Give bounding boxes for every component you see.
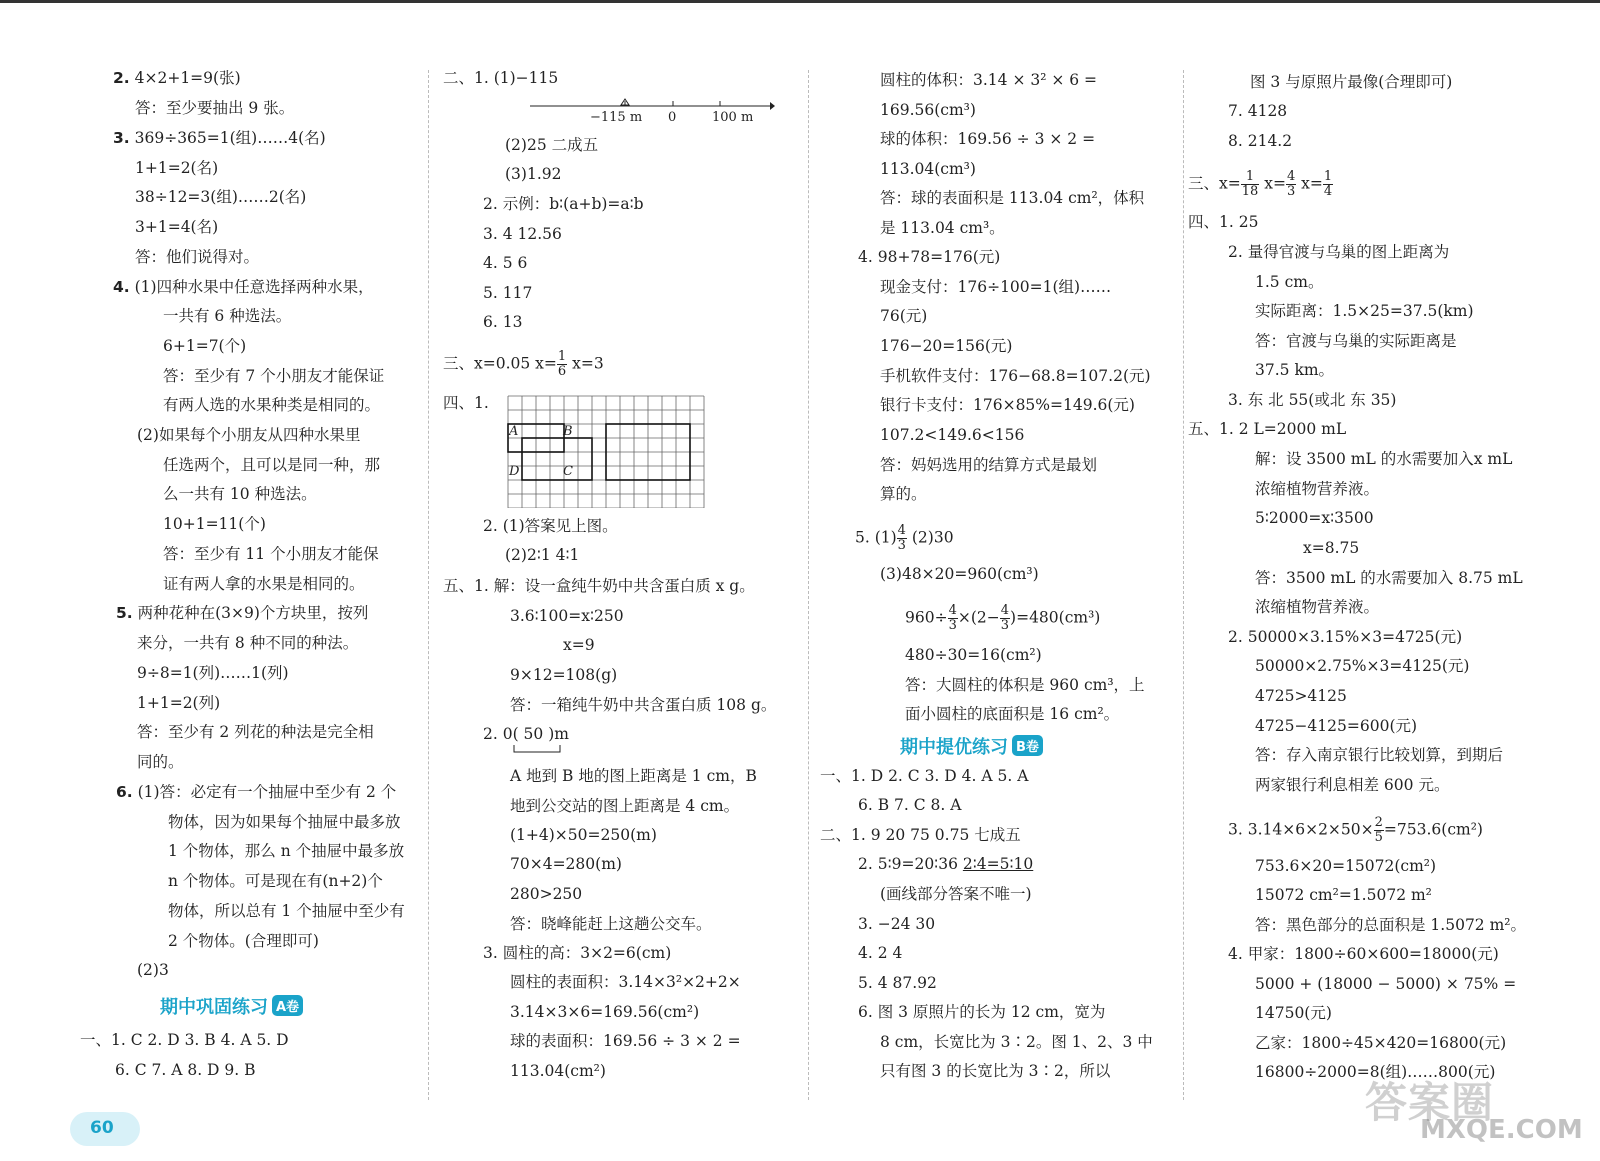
watermark-url: MXQE.COM bbox=[1420, 1115, 1583, 1145]
fraction bbox=[1323, 170, 1333, 199]
section-title-midterm-a bbox=[160, 993, 303, 1019]
answer-line: 3. 东 北 55(或北 东 35) bbox=[1228, 391, 1397, 409]
answer-text: ×(2− bbox=[957, 608, 1000, 627]
answer-text: x= bbox=[1259, 174, 1286, 193]
column-divider bbox=[428, 70, 429, 1100]
answer-text: (2)如果每个小朋友从四种水果里 bbox=[137, 426, 361, 444]
denominator: 3 bbox=[948, 618, 957, 633]
answer-text: 答：他们说得对。 bbox=[135, 248, 260, 266]
question-number: 6. bbox=[116, 783, 133, 801]
answer-line: 二、1. (1)−115 bbox=[443, 69, 559, 87]
answer-line: 480÷30=16(cm²) bbox=[905, 646, 1042, 664]
answer-text: 答：至少有 7 个小朋友才能保证 bbox=[163, 367, 385, 385]
answer-line: 现金支付：176÷100=1(组)…… bbox=[880, 278, 1112, 296]
numerator: 4 bbox=[1286, 169, 1296, 184]
answer-line-fraction bbox=[905, 604, 1100, 633]
answer-line: 是 113.04 cm³。 bbox=[880, 219, 1005, 237]
answer-line bbox=[163, 574, 365, 594]
answer-line bbox=[163, 336, 246, 356]
fraction bbox=[557, 350, 567, 379]
answer-line bbox=[168, 931, 319, 951]
answer-line: 2. (1)答案见上图。 bbox=[483, 517, 618, 535]
answer-line: (2)2∶1 4∶1 bbox=[505, 546, 580, 564]
mc-answers-row-1: 一、1. D 2. C 3. D 4. A 5. A bbox=[820, 767, 1029, 785]
answer-text: 有两人选的水果种类是相同的。 bbox=[163, 396, 381, 414]
answer-line: 答：一箱纯牛奶中共含蛋白质 108 g。 bbox=[510, 696, 777, 714]
grid-figure bbox=[507, 395, 705, 508]
mc-answers-row-2: 6. C 7. A 8. D 9. B bbox=[115, 1061, 256, 1079]
answer-line: 浓缩植物营养液。 bbox=[1255, 598, 1380, 616]
answer-line: 乙家：1800÷45×420=16800(元) bbox=[1255, 1034, 1507, 1052]
answer-line bbox=[135, 158, 218, 178]
answer-line: 753.6×20=15072(cm²) bbox=[1255, 857, 1437, 875]
answer-line: 答：妈妈选用的结算方式是最划 bbox=[880, 456, 1098, 474]
answer-line: 地到公交站的图上距离是 4 cm。 bbox=[510, 797, 740, 815]
scale-bar bbox=[513, 744, 563, 754]
answer-line bbox=[163, 366, 384, 386]
answer-line: 答：大圆柱的体积是 960 cm³，上 bbox=[905, 676, 1145, 694]
answer-line bbox=[168, 841, 404, 861]
answer-line: 37.5 km。 bbox=[1255, 361, 1335, 379]
answer-line: 3.14×3×6=169.56(cm²) bbox=[510, 1003, 700, 1021]
answer-line: 只有图 3 的长宽比为 3∶2，所以 bbox=[880, 1062, 1111, 1080]
answer-text: 同的。 bbox=[137, 753, 184, 771]
top-border bbox=[0, 0, 1600, 3]
answer-line bbox=[137, 633, 358, 653]
underlined-answer: 2∶4=5∶10 bbox=[962, 855, 1034, 873]
answer-line: 两家银行利息相差 600 元。 bbox=[1255, 776, 1450, 794]
answer-line: 113.04(cm²) bbox=[510, 1062, 606, 1080]
axis-label: 100 m bbox=[712, 110, 754, 125]
answer-line bbox=[168, 812, 401, 832]
answer-line bbox=[116, 603, 368, 623]
numerator: 1 bbox=[1323, 169, 1333, 184]
answer-line: 5. 117 bbox=[483, 284, 533, 302]
answer-line: 50000×2.75%×3=4125(元) bbox=[1255, 657, 1470, 675]
answer-line: 4725−4125=600(元) bbox=[1255, 717, 1418, 735]
answer-line: 3. 4 12.56 bbox=[483, 225, 562, 243]
grid-point-label: C bbox=[563, 464, 573, 479]
answer-text: 来分，一共有 8 种不同的种法。 bbox=[137, 634, 359, 652]
answer-line: 5∶2000=x∶3500 bbox=[1255, 509, 1374, 527]
answer-line bbox=[135, 98, 294, 118]
answer-text: (1)答：必定有一个抽屉中至少有 2 个 bbox=[137, 783, 397, 801]
axis-label: 0 bbox=[668, 110, 677, 125]
answer-text: 2. 5∶9=20∶36 bbox=[858, 855, 963, 873]
answer-line: 14750(元) bbox=[1255, 1004, 1332, 1022]
answer-text: 两种花种在(3×9)个方块里，按列 bbox=[137, 604, 369, 622]
fraction bbox=[897, 524, 907, 553]
answer-line: 6. 图 3 原照片的长为 12 cm，宽为 bbox=[858, 1003, 1106, 1021]
answer-line: 16800÷2000=8(组)……800(元) bbox=[1255, 1063, 1496, 1081]
answer-line bbox=[116, 782, 396, 802]
answer-line: 70×4=280(m) bbox=[510, 855, 622, 873]
answer-line-fraction bbox=[1188, 170, 1333, 199]
answer-line bbox=[135, 187, 306, 207]
numerator: 2 bbox=[1374, 815, 1383, 830]
denominator: 4 bbox=[1323, 184, 1333, 199]
answer-line: 球的体积：169.56 ÷ 3 × 2 = bbox=[880, 130, 1096, 148]
answer-line: 4. 98+78=176(元) bbox=[858, 248, 1001, 266]
answer-line: 答：存入南京银行比较划算，到期后 bbox=[1255, 746, 1504, 764]
answer-line: x=8.75 bbox=[1303, 539, 1360, 557]
answer-line bbox=[113, 128, 326, 148]
numerator: 1 bbox=[557, 349, 567, 364]
answer-line: 算的。 bbox=[880, 485, 927, 503]
answer-text: 任选两个，且可以是同一种，那 bbox=[163, 456, 381, 474]
answer-text: 6+1=7(个) bbox=[163, 337, 247, 355]
fraction bbox=[1286, 170, 1296, 199]
mc-answers-row-1: 一、1. C 2. D 3. B 4. A 5. D bbox=[80, 1031, 289, 1049]
answer-line: 4. 甲家：1800÷60×600=18000(元) bbox=[1228, 945, 1499, 963]
answer-text: 9÷8=1(列)……1(列) bbox=[137, 664, 289, 682]
question-number: 3. bbox=[113, 129, 130, 147]
answer-line bbox=[163, 544, 379, 564]
answer-line: 15072 cm²=1.5072 m² bbox=[1255, 886, 1432, 904]
section-badge: A卷 bbox=[272, 995, 303, 1016]
answer-line: 面小圆柱的底面积是 16 cm²。 bbox=[905, 705, 1120, 723]
answer-text: 答：至少有 11 个小朋友才能保 bbox=[163, 545, 379, 563]
answer-text: 证有两人拿的水果是相同的。 bbox=[163, 575, 365, 593]
answer-line: 五、1. 2 L=2000 mL bbox=[1188, 420, 1347, 438]
answer-line-fraction bbox=[443, 350, 604, 379]
answer-line: 二、1. 9 20 75 0.75 七成五 bbox=[820, 826, 1021, 844]
answer-line: 9×12=108(g) bbox=[510, 666, 618, 684]
answer-line bbox=[113, 68, 241, 88]
answer-line: (2)25 二成五 bbox=[505, 136, 599, 154]
answer-line: 解：设 3500 mL 的水需要加入x mL bbox=[1255, 450, 1513, 468]
answer-line bbox=[137, 960, 169, 980]
answer-text: 2 个物体。(合理即可) bbox=[168, 932, 319, 950]
numerator: 4 bbox=[948, 603, 957, 618]
answer-text: 么一共有 10 种选法。 bbox=[163, 485, 317, 503]
answer-line bbox=[163, 395, 380, 415]
answer-text: )=480(cm³) bbox=[1010, 608, 1101, 627]
number-line-arrow bbox=[770, 102, 775, 110]
answer-text: 960÷ bbox=[905, 608, 948, 627]
answer-line: 76(元) bbox=[880, 307, 928, 325]
answer-line: 8. 214.2 bbox=[1228, 132, 1293, 150]
question-number: 5. bbox=[116, 604, 133, 622]
answer-line: 3.6∶100=x∶250 bbox=[510, 607, 624, 625]
answer-text: 369÷365=1(组)……4(名) bbox=[134, 129, 326, 147]
answer-line: 五、1. 解：设一盒纯牛奶中共含蛋白质 x g。 bbox=[443, 577, 755, 595]
answer-line: 球的表面积：169.56 ÷ 3 × 2 = bbox=[510, 1032, 741, 1050]
answer-line: 2. 0( 50 )m bbox=[483, 725, 569, 743]
answer-text: 3+1=4(名) bbox=[135, 218, 219, 236]
answer-line: 169.56(cm³) bbox=[880, 101, 976, 119]
answer-line bbox=[163, 484, 317, 504]
denominator: 6 bbox=[557, 364, 567, 379]
answer-line bbox=[137, 425, 360, 445]
answer-line: 答：黑色部分的总面积是 1.5072 m²。 bbox=[1255, 916, 1527, 934]
answer-line bbox=[137, 693, 220, 713]
answer-text: x= bbox=[1296, 174, 1323, 193]
answer-text: 1+1=2(名) bbox=[135, 159, 219, 177]
answer-line: 手机软件支付：176−68.8=107.2(元) bbox=[880, 367, 1151, 385]
answer-text: 答：至少要抽出 9 张。 bbox=[135, 99, 295, 117]
answer-line bbox=[168, 901, 405, 921]
answer-line: 4. 2 4 bbox=[858, 944, 903, 962]
answer-line: (3)1.92 bbox=[505, 165, 562, 183]
answer-line: 3. 圆柱的高：3×2=6(cm) bbox=[483, 944, 672, 962]
answer-line: 4. 5 6 bbox=[483, 254, 528, 272]
mc-answers-row-2: 6. B 7. C 8. A bbox=[858, 796, 962, 814]
answer-text: 三、x= bbox=[1188, 174, 1241, 193]
answer-line: 176−20=156(元) bbox=[880, 337, 1013, 355]
answer-line: 答：3500 mL 的水需要加入 8.75 mL bbox=[1255, 569, 1523, 587]
answer-line: 2. 示例：b∶(a+b)=a∶b bbox=[483, 195, 644, 213]
answer-line-fraction bbox=[1228, 816, 1483, 845]
axis-label: −115 m bbox=[590, 110, 643, 125]
answer-line bbox=[163, 455, 380, 475]
section-title-text: 期中巩固练习 bbox=[160, 997, 268, 1018]
answer-text: 三、x=0.05 x= bbox=[443, 354, 557, 373]
answer-line: 2. 量得官渡与乌巢的图上距离为 bbox=[1228, 243, 1450, 261]
section-title-text: 期中提优练习 bbox=[900, 737, 1008, 758]
answer-line bbox=[135, 217, 218, 237]
question-number: 4. bbox=[113, 278, 130, 296]
answer-text: 物体，因为如果每个抽屉中最多放 bbox=[168, 813, 401, 831]
answer-line: 圆柱的表面积：3.14×3²×2+2× bbox=[510, 973, 741, 991]
answer-line: 浓缩植物营养液。 bbox=[1255, 480, 1380, 498]
watermark-logo: 答案圈 bbox=[1365, 1078, 1495, 1127]
answer-text: n 个物体。可是现在有(n+2)个 bbox=[168, 872, 383, 890]
column-divider bbox=[1183, 70, 1184, 1100]
fraction bbox=[948, 604, 958, 633]
answer-line: 6. 13 bbox=[483, 313, 523, 331]
answer-line: A 地到 B 地的图上距离是 1 cm，B bbox=[510, 767, 757, 785]
answer-line: 113.04(cm³) bbox=[880, 160, 976, 178]
answer-text: 4×2+1=9(张) bbox=[134, 69, 241, 87]
answer-line: 四、1. bbox=[443, 394, 489, 412]
grid-point-label: D bbox=[509, 464, 520, 479]
denominator: 5 bbox=[1374, 830, 1383, 845]
answer-text: 一共有 6 种选法。 bbox=[163, 307, 292, 325]
fraction bbox=[1000, 604, 1010, 633]
question-number: 2. bbox=[113, 69, 130, 87]
answer-text: =753.6(cm²) bbox=[1383, 820, 1483, 839]
answer-line: 107.2<149.6<156 bbox=[880, 426, 1025, 444]
answer-line: 1.5 cm。 bbox=[1255, 273, 1324, 291]
answer-line: 280>250 bbox=[510, 885, 583, 903]
page-number: 60 bbox=[90, 1118, 114, 1138]
answer-line bbox=[135, 247, 259, 267]
answer-text: 1+1=2(列) bbox=[137, 694, 221, 712]
numerator: 1 bbox=[1241, 170, 1260, 185]
answer-line: 实际距离：1.5×25=37.5(km) bbox=[1255, 302, 1474, 320]
answer-text: x=3 bbox=[567, 354, 604, 373]
grid-point-label: A bbox=[509, 424, 519, 439]
answer-line: 4725>4125 bbox=[1255, 687, 1347, 705]
answer-line: 图 3 与原照片最像(合理即可) bbox=[1250, 73, 1453, 91]
answer-line-underlined bbox=[858, 854, 1033, 874]
denominator: 18 bbox=[1241, 184, 1259, 199]
denominator: 3 bbox=[1000, 618, 1010, 633]
answer-text: (2)3 bbox=[137, 961, 169, 979]
answer-line: (3)48×20=960(cm³) bbox=[880, 565, 1039, 583]
answer-line bbox=[113, 277, 374, 297]
answer-line bbox=[137, 752, 184, 772]
answer-line: 答：晓峰能赶上这趟公交车。 bbox=[510, 915, 712, 933]
section-title-midterm-b bbox=[900, 733, 1043, 759]
denominator: 3 bbox=[1286, 184, 1296, 199]
answer-text: 10+1=11(个) bbox=[163, 515, 266, 533]
numerator: 4 bbox=[1000, 603, 1010, 618]
answer-line: 圆柱的体积：3.14 × 3² × 6 = bbox=[880, 71, 1098, 89]
answer-line bbox=[163, 306, 291, 326]
answer-line bbox=[163, 514, 266, 534]
answer-line: 8 cm，长宽比为 3∶2。图 1、2、3 中 bbox=[880, 1033, 1153, 1051]
fraction bbox=[1374, 816, 1384, 845]
denominator: 3 bbox=[897, 538, 906, 553]
answer-text: 1 个物体，那么 n 个抽屉中最多放 bbox=[168, 842, 405, 860]
answer-line bbox=[137, 722, 374, 742]
answer-line: 答：球的表面积是 113.04 cm²，体积 bbox=[880, 189, 1145, 207]
answer-line: 5. 4 87.92 bbox=[858, 974, 937, 992]
fraction bbox=[1241, 170, 1260, 199]
answer-line: 2. 50000×3.15%×3=4725(元) bbox=[1228, 628, 1463, 646]
section-badge: B卷 bbox=[1012, 735, 1043, 756]
answer-line bbox=[168, 871, 383, 891]
rectangle-enlarged-small bbox=[522, 438, 592, 480]
answer-line bbox=[137, 663, 289, 683]
answer-line: 银行卡支付：176×85%=149.6(元) bbox=[880, 396, 1135, 414]
answer-text: (1)四种水果中任意选择两种水果， bbox=[134, 278, 374, 296]
grid-point-label: B bbox=[563, 424, 573, 439]
answer-text: 物体，所以总有 1 个抽屉中至少有 bbox=[168, 902, 405, 920]
answer-line: (画线部分答案不唯一) bbox=[880, 885, 1032, 903]
answer-text: 3. 3.14×6×2×50× bbox=[1228, 820, 1374, 839]
column-divider bbox=[808, 70, 809, 1100]
answer-text: 答：至少有 2 列花的种法是完全相 bbox=[137, 723, 374, 741]
answer-line: 答：官渡与乌巢的实际距离是 bbox=[1255, 332, 1457, 350]
numerator: 4 bbox=[897, 523, 906, 538]
answer-line: 5000 + (18000 − 5000) × 75% = bbox=[1255, 975, 1517, 993]
answer-line: 7. 4128 bbox=[1228, 102, 1288, 120]
answer-text: (2)30 bbox=[906, 528, 954, 547]
answer-line: x=9 bbox=[563, 636, 595, 654]
answer-text: 5. (1) bbox=[855, 528, 897, 547]
answer-line: 3. −24 30 bbox=[858, 915, 936, 933]
answer-line-fraction bbox=[855, 524, 954, 553]
scale-bar-line bbox=[514, 745, 560, 752]
answer-line: 四、1. 25 bbox=[1188, 213, 1259, 231]
answer-text: 38÷12=3(组)……2(名) bbox=[135, 188, 307, 206]
answer-line: (1+4)×50=250(m) bbox=[510, 826, 657, 844]
